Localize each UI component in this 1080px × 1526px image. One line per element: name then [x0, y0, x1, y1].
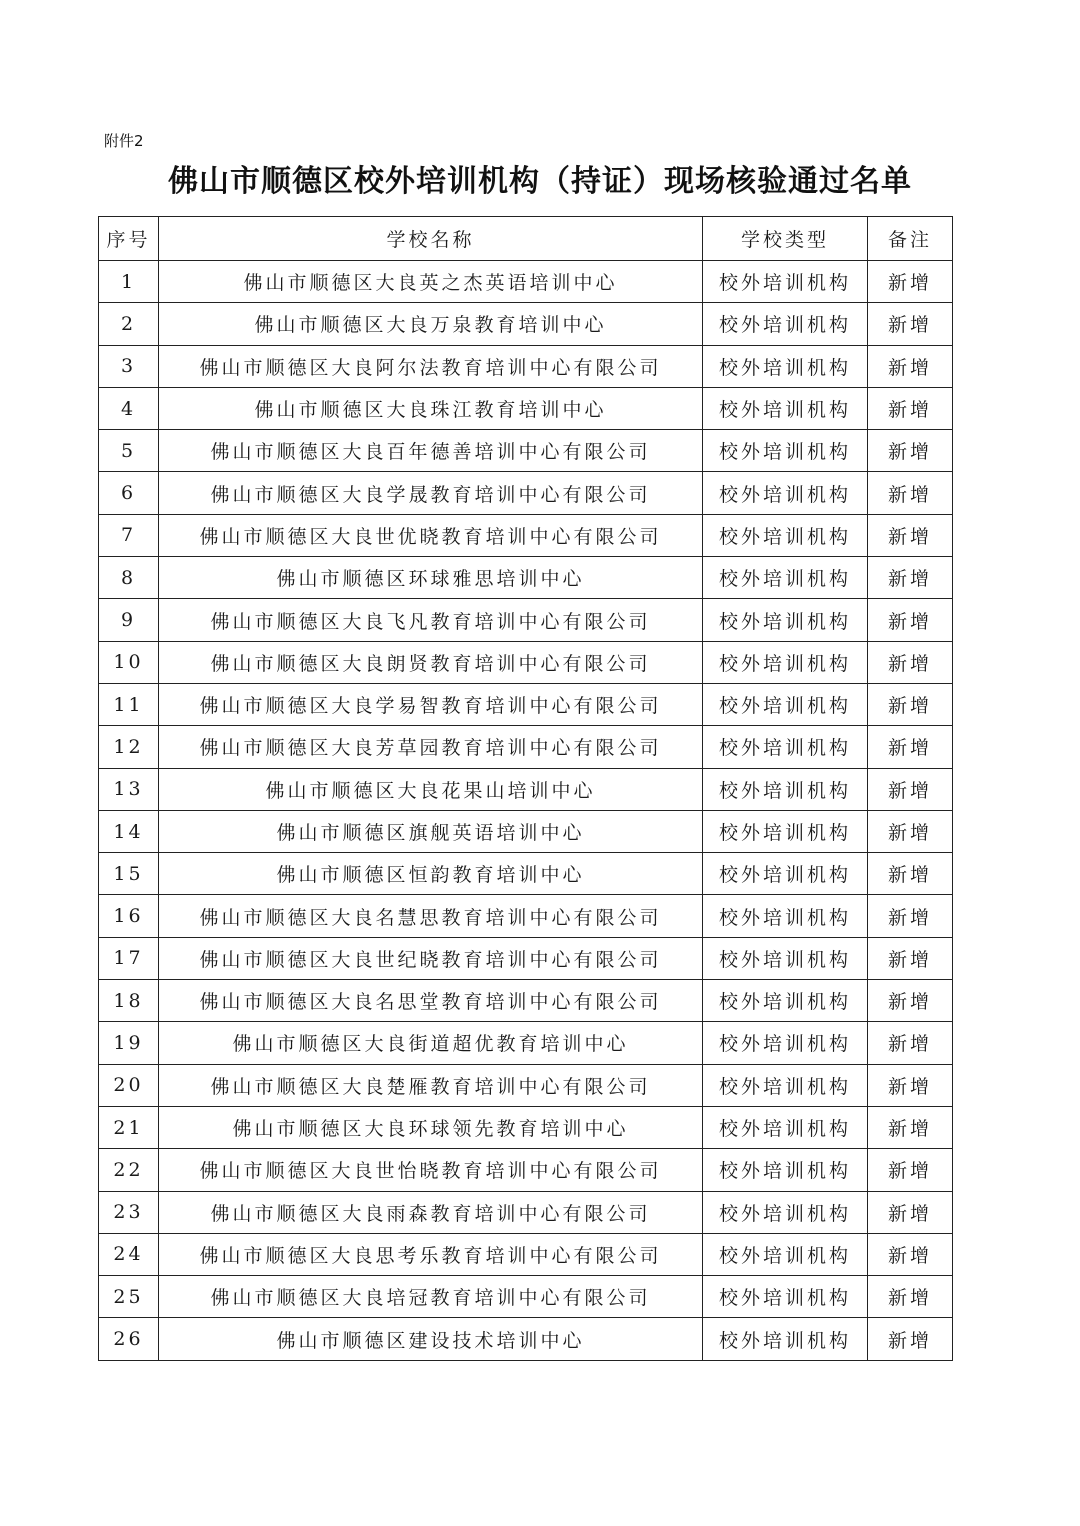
table-row	[99, 261, 953, 303]
row-remark: 新增	[868, 726, 953, 768]
header-school-name: 学校名称	[159, 217, 703, 261]
row-school-name: 佛山市顺德区大良世优晓教育培训中心有限公司	[159, 514, 703, 556]
row-index: 19	[99, 1022, 159, 1064]
row-school-type: 校外培训机构	[703, 1233, 868, 1275]
row-school-name: 佛山市顺德区大良思考乐教育培训中心有限公司	[159, 1233, 703, 1275]
row-school-name: 佛山市顺德区大良学晟教育培训中心有限公司	[159, 472, 703, 514]
table-body	[99, 261, 953, 1361]
row-remark: 新增	[868, 853, 953, 895]
row-remark: 新增	[868, 1149, 953, 1191]
row-school-type: 校外培训机构	[703, 472, 868, 514]
row-remark: 新增	[868, 1022, 953, 1064]
table-row	[99, 387, 953, 429]
row-index: 7	[99, 514, 159, 556]
row-school-name: 佛山市顺德区大良万泉教育培训中心	[159, 303, 703, 345]
row-remark: 新增	[868, 980, 953, 1022]
row-index: 1	[99, 261, 159, 303]
row-school-type: 校外培训机构	[703, 853, 868, 895]
row-remark: 新增	[868, 557, 953, 599]
table-row	[99, 641, 953, 683]
row-school-name: 佛山市顺德区建设技术培训中心	[159, 1318, 703, 1360]
row-index: 8	[99, 557, 159, 599]
table-row	[99, 1318, 953, 1360]
row-school-name: 佛山市顺德区大良阿尔法教育培训中心有限公司	[159, 345, 703, 387]
row-school-type: 校外培训机构	[703, 1106, 868, 1148]
table-row	[99, 303, 953, 345]
row-remark: 新增	[868, 810, 953, 852]
row-remark: 新增	[868, 1064, 953, 1106]
row-school-name: 佛山市顺德区大良百年德善培训中心有限公司	[159, 430, 703, 472]
row-remark: 新增	[868, 345, 953, 387]
row-school-name: 佛山市顺德区大良珠江教育培训中心	[159, 387, 703, 429]
row-school-type: 校外培训机构	[703, 557, 868, 599]
row-school-name: 佛山市顺德区大良学易智教育培训中心有限公司	[159, 683, 703, 725]
row-school-type: 校外培训机构	[703, 1191, 868, 1233]
row-school-type: 校外培训机构	[703, 1064, 868, 1106]
row-school-name: 佛山市顺德区大良花果山培训中心	[159, 768, 703, 810]
row-school-name: 佛山市顺德区环球雅思培训中心	[159, 557, 703, 599]
row-school-type: 校外培训机构	[703, 387, 868, 429]
row-school-name: 佛山市顺德区大良朗贤教育培训中心有限公司	[159, 641, 703, 683]
table-row	[99, 937, 953, 979]
table-row	[99, 895, 953, 937]
row-remark: 新增	[868, 599, 953, 641]
table-row	[99, 345, 953, 387]
row-school-type: 校外培训机构	[703, 599, 868, 641]
row-school-name: 佛山市顺德区大良楚雁教育培训中心有限公司	[159, 1064, 703, 1106]
row-index: 14	[99, 810, 159, 852]
row-school-type: 校外培训机构	[703, 641, 868, 683]
row-school-type: 校外培训机构	[703, 1022, 868, 1064]
row-index: 20	[99, 1064, 159, 1106]
row-index: 23	[99, 1191, 159, 1233]
row-school-name: 佛山市顺德区大良雨森教育培训中心有限公司	[159, 1191, 703, 1233]
row-remark: 新增	[868, 514, 953, 556]
header-index: 序号	[99, 217, 159, 261]
row-index: 15	[99, 853, 159, 895]
row-school-type: 校外培训机构	[703, 1276, 868, 1318]
row-school-type: 校外培训机构	[703, 1149, 868, 1191]
row-school-type: 校外培训机构	[703, 261, 868, 303]
attachment-label: 附件2	[104, 132, 144, 150]
row-index: 13	[99, 768, 159, 810]
row-remark: 新增	[868, 261, 953, 303]
table-row	[99, 726, 953, 768]
row-school-type: 校外培训机构	[703, 980, 868, 1022]
row-school-name: 佛山市顺德区大良芳草园教育培训中心有限公司	[159, 726, 703, 768]
row-school-type: 校外培训机构	[703, 683, 868, 725]
row-school-type: 校外培训机构	[703, 1318, 868, 1360]
row-index: 10	[99, 641, 159, 683]
row-school-type: 校外培训机构	[703, 430, 868, 472]
row-school-name: 佛山市顺德区大良名思堂教育培训中心有限公司	[159, 980, 703, 1022]
row-remark: 新增	[868, 1233, 953, 1275]
row-remark: 新增	[868, 1318, 953, 1360]
table-row	[99, 1106, 953, 1148]
row-remark: 新增	[868, 768, 953, 810]
table-row	[99, 853, 953, 895]
row-school-type: 校外培训机构	[703, 895, 868, 937]
row-index: 16	[99, 895, 159, 937]
row-school-name: 佛山市顺德区旗舰英语培训中心	[159, 810, 703, 852]
row-school-name: 佛山市顺德区大良培冠教育培训中心有限公司	[159, 1276, 703, 1318]
table-row	[99, 810, 953, 852]
header-school-type: 学校类型	[703, 217, 868, 261]
header-remark: 备注	[868, 217, 953, 261]
row-index: 24	[99, 1233, 159, 1275]
row-school-name: 佛山市顺德区大良名慧思教育培训中心有限公司	[159, 895, 703, 937]
row-school-type: 校外培训机构	[703, 937, 868, 979]
row-school-name: 佛山市顺德区大良世纪晓教育培训中心有限公司	[159, 937, 703, 979]
table-row	[99, 1022, 953, 1064]
row-school-type: 校外培训机构	[703, 514, 868, 556]
table-row	[99, 980, 953, 1022]
row-school-type: 校外培训机构	[703, 303, 868, 345]
row-index: 21	[99, 1106, 159, 1148]
row-school-name: 佛山市顺德区大良街道超优教育培训中心	[159, 1022, 703, 1064]
table-row	[99, 1276, 953, 1318]
row-school-name: 佛山市顺德区大良世怡晓教育培训中心有限公司	[159, 1149, 703, 1191]
row-index: 26	[99, 1318, 159, 1360]
row-remark: 新增	[868, 1191, 953, 1233]
row-remark: 新增	[868, 937, 953, 979]
row-remark: 新增	[868, 1106, 953, 1148]
row-school-type: 校外培训机构	[703, 345, 868, 387]
row-index: 9	[99, 599, 159, 641]
row-school-name: 佛山市顺德区恒韵教育培训中心	[159, 853, 703, 895]
row-index: 2	[99, 303, 159, 345]
row-remark: 新增	[868, 1276, 953, 1318]
table-row	[99, 599, 953, 641]
table-row	[99, 430, 953, 472]
table-row	[99, 1149, 953, 1191]
row-school-type: 校外培训机构	[703, 726, 868, 768]
row-remark: 新增	[868, 303, 953, 345]
row-index: 12	[99, 726, 159, 768]
row-remark: 新增	[868, 683, 953, 725]
row-remark: 新增	[868, 472, 953, 514]
row-index: 18	[99, 980, 159, 1022]
row-remark: 新增	[868, 387, 953, 429]
row-remark: 新增	[868, 430, 953, 472]
row-remark: 新增	[868, 641, 953, 683]
table-row	[99, 472, 953, 514]
table-row	[99, 557, 953, 599]
row-school-name: 佛山市顺德区大良环球领先教育培训中心	[159, 1106, 703, 1148]
table-row	[99, 768, 953, 810]
row-index: 11	[99, 683, 159, 725]
table-row	[99, 1064, 953, 1106]
table-row	[99, 683, 953, 725]
table-row	[99, 1191, 953, 1233]
institution-table	[98, 216, 953, 1361]
row-school-type: 校外培训机构	[703, 810, 868, 852]
row-index: 3	[99, 345, 159, 387]
row-school-name: 佛山市顺德区大良飞凡教育培训中心有限公司	[159, 599, 703, 641]
row-remark: 新增	[868, 895, 953, 937]
row-school-type: 校外培训机构	[703, 768, 868, 810]
table-row	[99, 1233, 953, 1275]
table-row	[99, 514, 953, 556]
header-row	[99, 217, 953, 261]
row-school-name: 佛山市顺德区大良英之杰英语培训中心	[159, 261, 703, 303]
table-header	[99, 217, 953, 261]
row-index: 4	[99, 387, 159, 429]
document-title: 佛山市顺德区校外培训机构（持证）现场核验通过名单	[168, 164, 912, 199]
row-index: 17	[99, 937, 159, 979]
row-index: 6	[99, 472, 159, 514]
row-index: 25	[99, 1276, 159, 1318]
row-index: 22	[99, 1149, 159, 1191]
row-index: 5	[99, 430, 159, 472]
